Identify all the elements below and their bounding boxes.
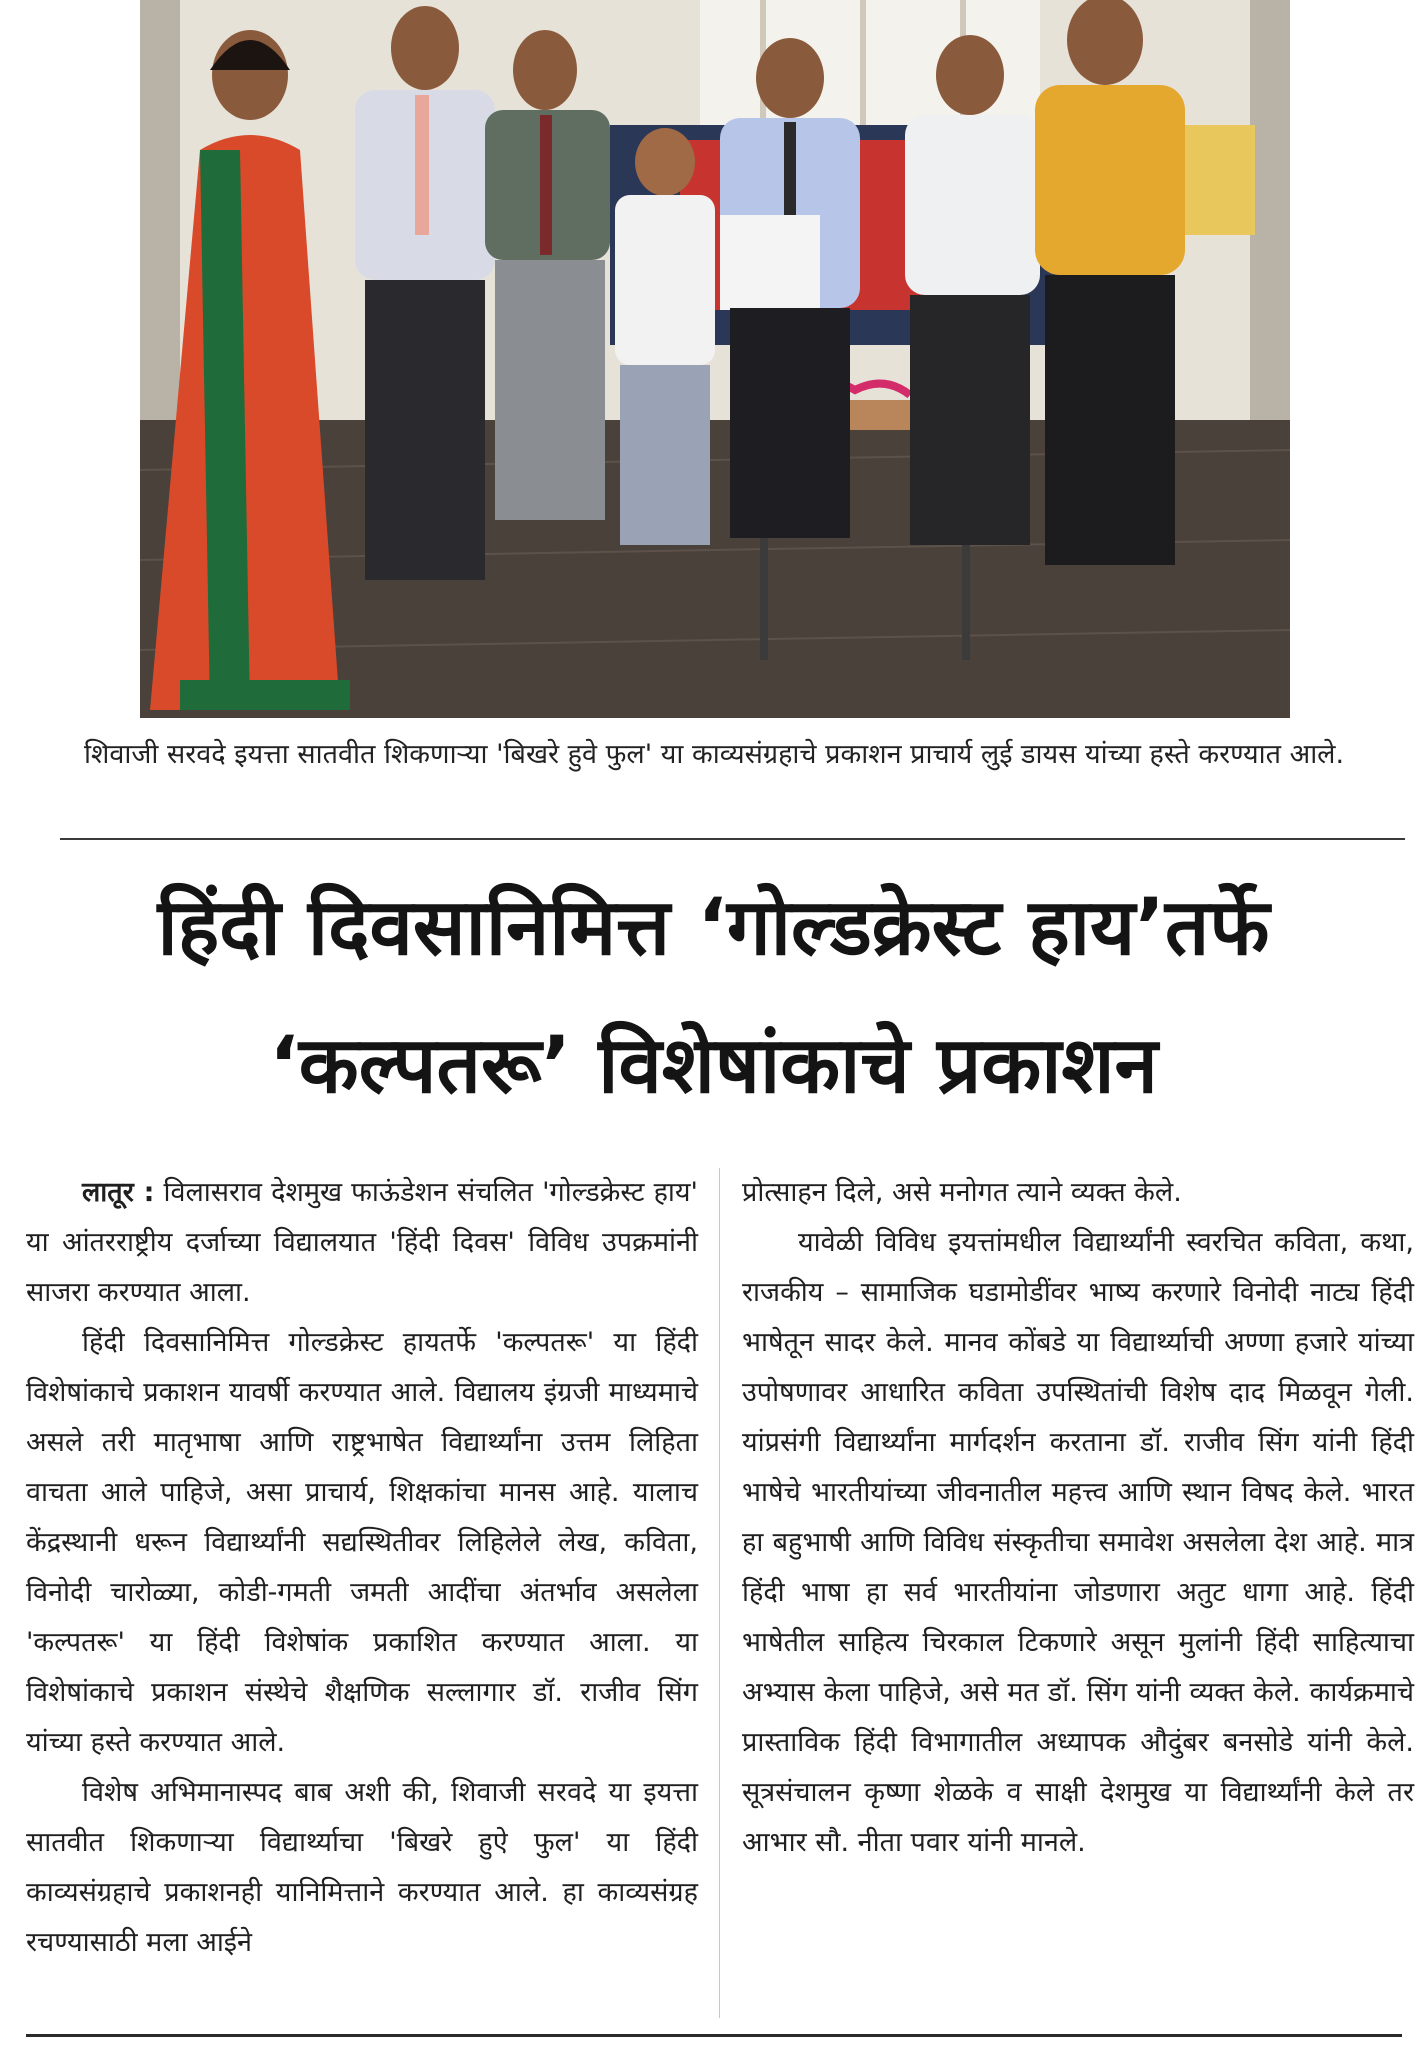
article-column-left: [26, 1168, 698, 1968]
article-paragraph: विशेष अभिमानास्पद बाब अशी की, शिवाजी सरवदे या इयत्ता सातवीत शिकणाऱ्या विद्यार्थ्याचा 'बिखरे हुऐ फुल' या हिंदी काव्यसंग्रहाचे प्रकाशनही यानिमित्ताने करण्यात आले. हा काव्यसंग्रह रचण्यासाठी मला आईने: [26, 1777, 698, 1958]
bottom-rule: [26, 2034, 1402, 2037]
headline-line-2: ‘कल्पतरू’ विशेषांकाचे प्रकाशन: [269, 1021, 1158, 1111]
article-paragraph: यावेळी विविध इयत्तांमधील विद्यार्थ्यांनी स्वरचित कविता, कथा, राजकीय – सामाजिक घडामोडींवर भाष्य करणारे विनोदी नाट्य हिंदी भाषेतून सादर केले. मानव कोंबडे या विद्यार्थ्याची अण्णा हजारे यांच्या उपोषणावर आधारित कविता उपस्थितांची विशेष दाद मिळवून गेली. यांप्रसंगी विद्यार्थ्यांना मार्गदर्शन करताना डॉ. राजीव सिंग यांनी हिंदी भाषेचे भारतीयांच्या जीवनातील महत्त्व आणि स्थान विषद केले. भारत हा बहुभाषी आणि विविध संस्कृतीचा समावेश असलेला देश आहे. मात्र हिंदी भाषा हा सर्व भारतीयांना जोडणारा अतुट धागा आहे. हिंदी भाषेतील साहित्य चिरकाल टिकणारे असून मुलांनी हिंदी साहित्याचा अभ्यास केला पाहिजे, असे मत डॉ. सिंग यांनी व्यक्त केले. कार्यक्रमाचे प्रास्ताविक हिंदी विभागातील अध्यापक औदुंबर बनसोडे यांनी केले. सूत्रसंचालन कृष्णा शेळके व साक्षी देशमुख या विद्यार्थ्यांनी केले तर आभार सौ. नीता पवार यांनी मानले.: [742, 1227, 1414, 1858]
paragraph-text: विलासराव देशमुख फाऊंडेशन संचलित 'गोल्डक्रेस्ट हाय' या आंतरराष्ट्रीय दर्जाच्या विद्यालयात 'हिंदी दिवस' विविध उपक्रमांनी साजरा करण्यात आला.: [26, 1177, 698, 1308]
article-column-right: [742, 1168, 1414, 1868]
article-paragraph-continued: प्रोत्साहन दिले, असे मनोगत त्याने व्यक्त केले.: [742, 1177, 1182, 1208]
photo-illustration: [140, 0, 1290, 718]
headline-line-1: हिंदी दिवसानिमित्त ‘गोल्डक्रेस्ट हाय’तर्फे: [157, 883, 1270, 973]
column-divider: [719, 1168, 720, 2018]
news-photo: [140, 0, 1290, 718]
caption-divider: [60, 838, 1405, 840]
article-paragraph: [26, 1168, 698, 1318]
dateline: लातूर :: [82, 1177, 155, 1208]
article-paragraph: हिंदी दिवसानिमित्त गोल्डक्रेस्ट हायतर्फे 'कल्पतरू' या हिंदी विशेषांकाचे प्रकाशन यावर्षी करण्यात आले. विद्यालय इंग्रजी माध्यमाचे असले तरी मातृभाषा आणि राष्ट्रभाषेत विद्यार्थ्यांना उत्तम लिहिता वाचता आले पाहिजे, असा प्राचार्य, शिक्षकांचा मानस आहे. यालाच केंद्रस्थानी धरून विद्यार्थ्यांनी सद्यस्थितीवर लिहिलेले लेख, कविता, विनोदी चारोळ्या, कोडी-गमती जमती आदींचा अंतर्भाव असलेला 'कल्पतरू' या हिंदी विशेषांक प्रकाशित करण्यात आला. या विशेषांकाचे प्रकाशन संस्थेचे शैक्षणिक सल्लागार डॉ. राजीव सिंग यांच्या हस्ते करण्यात आले.: [26, 1327, 698, 1758]
photo-caption: शिवाजी सरवदे इयत्ता सातवीत शिकणाऱ्या 'बिखरे हुवे फुल' या काव्यसंग्रहाचे प्रकाशन प्राचार्य लुई डायस यांच्या हस्ते करण्यात आले.: [84, 739, 1345, 770]
